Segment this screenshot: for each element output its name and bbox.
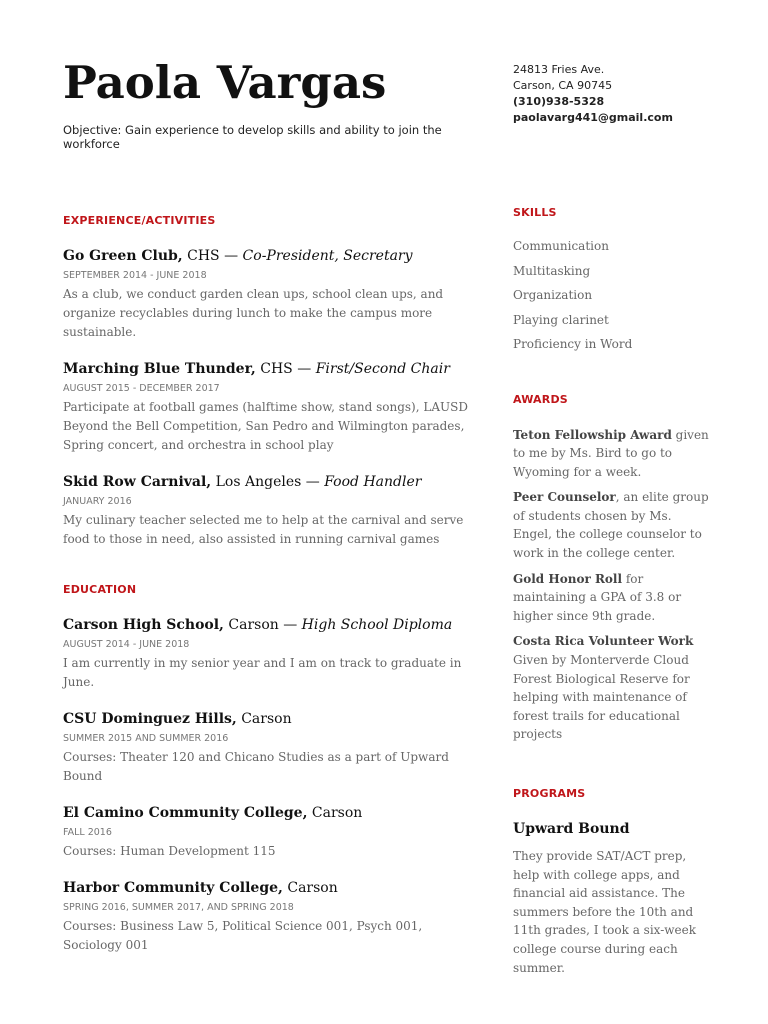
email-address: paolavarg441@gmail.com — [513, 111, 673, 124]
awards-heading: AWARDS — [513, 392, 568, 406]
skills-section — [513, 206, 713, 357]
skill-item: Organization — [513, 288, 593, 302]
award-item — [513, 426, 713, 482]
entry-location: CHS — — [182, 248, 243, 264]
program-description: They provide SAT/ACT prep, help with college apps, and financial aid assistance. The summers before the 10th and 11th grades, I took a six-week college course during each summer. — [513, 849, 697, 975]
entry-org: CSU Dominguez Hills, — [63, 711, 237, 727]
entry-org: Go Green Club, — [63, 248, 183, 264]
entry-description: Courses: Human Development 115 — [63, 844, 276, 858]
program-name: Upward Bound — [513, 821, 630, 837]
award-item — [513, 488, 713, 562]
skill-item: Playing clarinet — [513, 312, 609, 327]
entry-date: SEPTEMBER 2014 - JUNE 2018 — [63, 270, 207, 281]
entry-org: El Camino Community College, — [63, 805, 308, 821]
entry-date: SUMMER 2015 AND SUMMER 2016 — [63, 733, 229, 744]
award-description: Given by Monterverde Cloud Forest Biological Reserve for helping with maintenance of forest trails for educational projects — [513, 653, 690, 742]
entry-role: Food Handler — [324, 474, 422, 490]
award-name: Peer Counselor — [513, 490, 616, 505]
skill-item: Communication — [513, 239, 609, 253]
entry-location: CHS — — [255, 361, 316, 377]
objective-text: Objective: Gain experience to develop skills and ability to join the workforce — [63, 123, 442, 151]
entry-org: Marching Blue Thunder, — [63, 361, 256, 377]
entry-org: Carson High School, — [63, 617, 224, 633]
entry-description: As a club, we conduct garden clean ups, school clean ups, and organize recyclables during lunch to make the campus more sustainable. — [63, 287, 444, 339]
entry-heading — [63, 473, 483, 491]
entry-role: First/Second Chair — [315, 361, 450, 377]
entry-heading — [63, 804, 483, 822]
entry-description: I am currently in my senior year and I am on track to graduate in June. — [63, 656, 462, 689]
award-name: Gold Honor Roll — [513, 571, 623, 586]
entry-description: Courses: Theater 120 and Chicano Studies as a part of Upward Bound — [63, 750, 449, 783]
entry-location: Carson — — [223, 617, 302, 633]
education-entry — [63, 710, 483, 786]
address-line-2: Carson, CA 90745 — [513, 79, 613, 92]
entry-org: Skid Row Carnival, — [63, 474, 212, 490]
award-name: Teton Fellowship Award — [513, 427, 672, 442]
entry-heading — [63, 879, 483, 897]
award-description: for maintaining a GPA of 3.8 or higher since 9th grade. — [513, 571, 682, 623]
experience-entry — [63, 247, 483, 342]
contact-block — [513, 62, 713, 126]
resume-name: Paola Vargas — [63, 56, 387, 109]
programs-section — [513, 787, 713, 977]
award-item — [513, 570, 713, 626]
education-entry — [63, 804, 483, 861]
entry-heading — [63, 360, 483, 378]
experience-entry — [63, 473, 483, 549]
entry-role: Co-President, Secretary — [242, 248, 413, 264]
address-line-1: 24813 Fries Ave. — [513, 63, 605, 76]
skills-heading: SKILLS — [513, 206, 557, 219]
entry-date: FALL 2016 — [63, 827, 112, 838]
skill-item: Proficiency in Word — [513, 337, 633, 351]
entry-heading — [63, 710, 483, 728]
entry-heading — [63, 616, 483, 634]
entry-date: SPRING 2016, SUMMER 2017, AND SPRING 2018 — [63, 902, 294, 913]
entry-date: AUGUST 2014 - JUNE 2018 — [63, 639, 190, 650]
entry-date: AUGUST 2015 - DECEMBER 2017 — [63, 383, 220, 394]
entry-location: Carson — [282, 880, 338, 896]
award-description: given to me by Ms. Bird to go to Wyoming for a week. — [513, 427, 709, 479]
phone-number: (310)938-5328 — [513, 95, 605, 108]
awards-section — [513, 393, 713, 745]
entry-location: Carson — [307, 805, 363, 821]
education-entry — [63, 879, 483, 955]
experience-entry — [63, 360, 483, 455]
entry-description: Participate at football games (halftime show, stand songs), LAUSD Beyond the Bell Competition, San Pedro and Wilmington parades, Spring concert, and orchestra in school play — [63, 400, 468, 452]
main-column — [63, 56, 483, 973]
entry-heading — [63, 247, 483, 265]
entry-role: High School Diploma — [301, 617, 453, 633]
entry-date: JANUARY 2016 — [63, 496, 132, 507]
programs-heading: PROGRAMS — [513, 787, 586, 800]
entry-description: My culinary teacher selected me to help at the carnival and serve food to those in need, also assisted in running carnival games — [63, 513, 464, 546]
education-section — [63, 583, 483, 955]
education-heading: EDUCATION — [63, 583, 137, 596]
skill-item: Multitasking — [513, 263, 591, 278]
side-column — [513, 62, 713, 977]
award-name: Costa Rica Volunteer Work — [513, 634, 694, 649]
experience-heading: EXPERIENCE/ACTIVITIES — [63, 214, 216, 227]
award-item — [513, 632, 713, 744]
experience-section — [63, 214, 483, 549]
entry-description: Courses: Business Law 5, Political Science 001, Psych 001, Sociology 001 — [63, 919, 423, 952]
award-description: , an elite group of students chosen by Ms. Engel, the college counselor to work in the college center. — [513, 490, 709, 561]
education-entry — [63, 616, 483, 692]
entry-org: Harbor Community College, — [63, 880, 283, 896]
entry-location: Los Angeles — — [211, 474, 325, 490]
entry-location: Carson — [236, 711, 292, 727]
